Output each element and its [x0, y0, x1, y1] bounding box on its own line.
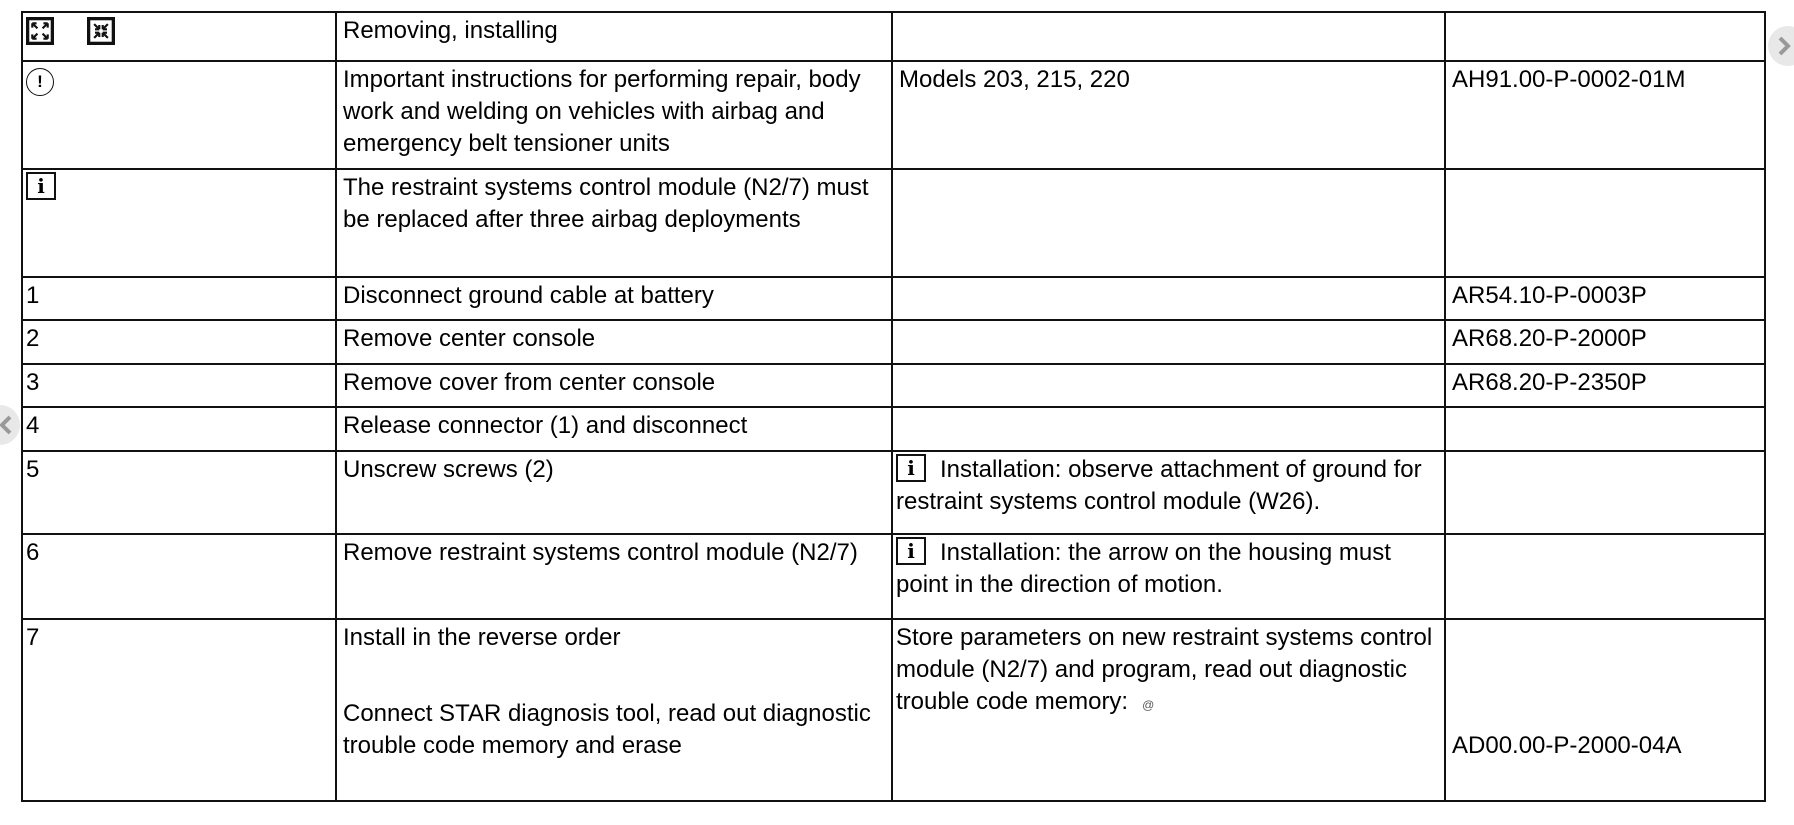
expand-icon	[26, 17, 54, 45]
step-number: 6	[22, 534, 336, 619]
step-number: 3	[22, 364, 336, 407]
warning-icon: !	[26, 68, 54, 96]
chevron-right-icon	[1768, 26, 1794, 66]
note-cell	[892, 12, 1445, 61]
table-row	[22, 61, 1765, 169]
table-row	[22, 451, 1765, 534]
reference-link[interactable]: AR54.10-P-0003P	[1445, 277, 1765, 320]
note-text: Models 203, 215, 220	[892, 61, 1445, 169]
note-text: Store parameters on new restraint systems control module (N2/7) and program, read out diagnostic trouble code memory:	[896, 624, 1433, 715]
procedure-table	[21, 11, 1766, 802]
step-text: Disconnect ground cable at battery	[336, 277, 892, 320]
step-text: Connect STAR diagnosis tool, read out diagnostic trouble code memory and erase	[343, 700, 871, 759]
info-icon: i	[896, 454, 926, 482]
step-text: Remove restraint systems control module (N2/7)	[336, 534, 892, 619]
step-text: Install in the reverse order	[343, 624, 621, 651]
step-number: 1	[22, 277, 336, 320]
reference-link[interactable]: AD00.00-P-2000-04A	[1452, 732, 1682, 759]
table-row	[22, 320, 1765, 364]
step-number: 4	[22, 407, 336, 451]
step-number: 5	[22, 451, 336, 534]
step-text: Removing, installing	[336, 12, 892, 61]
previous-page-button[interactable]	[0, 405, 20, 445]
step-text: Important instructions for performing repair, body work and welding on vehicles with airbag and emergency belt tensioner units	[336, 61, 892, 169]
table-row	[22, 12, 1765, 61]
next-page-button[interactable]	[1768, 26, 1794, 66]
info-icon: i	[896, 537, 926, 565]
table-row	[22, 364, 1765, 407]
reference-cell	[1445, 12, 1765, 61]
table-row	[22, 534, 1765, 619]
note-text: Installation: the arrow on the housing must point in the direction of motion.	[896, 539, 1391, 598]
step-text: Release connector (1) and disconnect	[336, 407, 892, 451]
reference-link[interactable]: AH91.00-P-0002-01M	[1445, 61, 1765, 169]
table-row	[22, 277, 1765, 320]
icons-cell	[22, 12, 336, 61]
chevron-left-icon	[0, 405, 20, 445]
table-row	[22, 169, 1765, 277]
reference-link[interactable]: AR68.20-P-2000P	[1445, 320, 1765, 364]
step-text: Remove cover from center console	[336, 364, 892, 407]
reference-link[interactable]: AR68.20-P-2350P	[1445, 364, 1765, 407]
step-number: 7	[22, 619, 336, 801]
info-icon: i	[26, 172, 56, 200]
table-row	[22, 619, 1765, 801]
collapse-icon	[87, 17, 115, 45]
step-text: Remove center console	[336, 320, 892, 364]
note-text: Installation: observe attachment of ground for restraint systems control module (W26).	[896, 456, 1422, 515]
step-text: Unscrew screws (2)	[336, 451, 892, 534]
link-symbol-icon[interactable]: @	[1142, 698, 1155, 712]
step-text: The restraint systems control module (N2/7) must be replaced after three airbag deployments	[336, 169, 892, 277]
step-number: 2	[22, 320, 336, 364]
table-row	[22, 407, 1765, 451]
